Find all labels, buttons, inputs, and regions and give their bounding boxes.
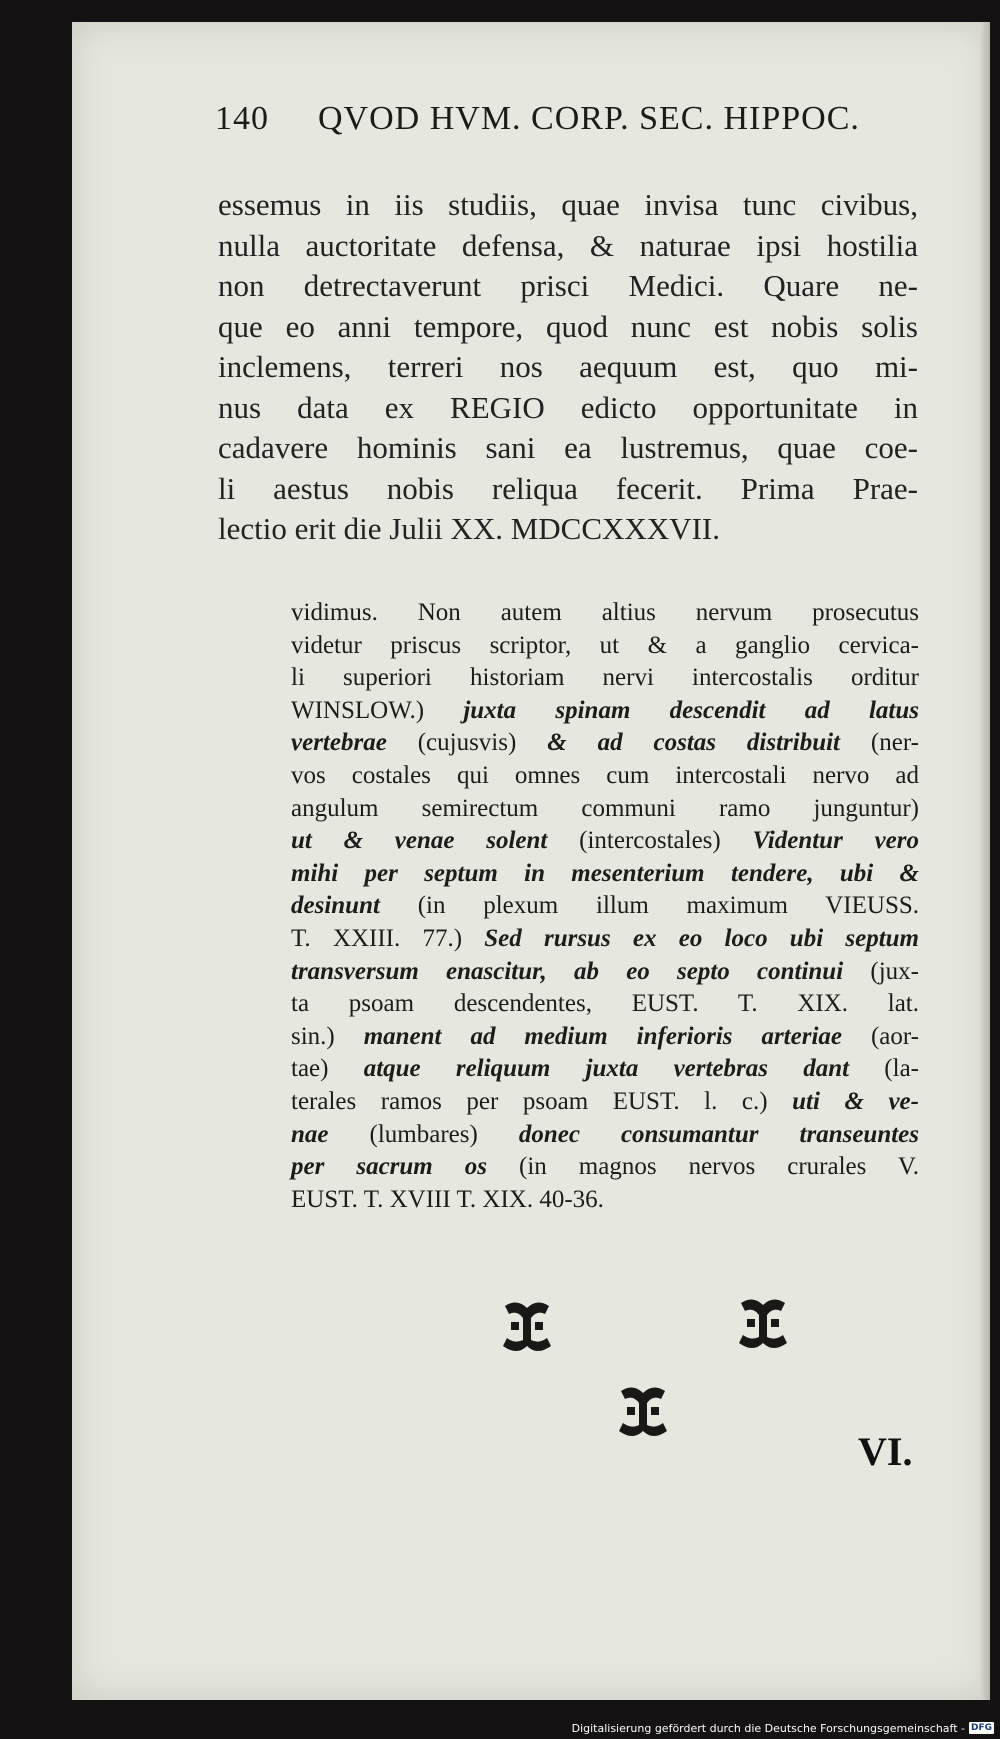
main-text-line: nulla auctoritate defensa, & naturae ipsi hostilia (218, 227, 918, 263)
italic-run: vertebrae (291, 729, 387, 757)
footnote-line (291, 825, 919, 858)
footnote-line (291, 890, 919, 923)
italic-run: Sed rursus ex eo loco ubi septum (484, 924, 920, 952)
italic-run: & ad costas distribuit (547, 729, 840, 757)
footnote-line (291, 1053, 919, 1086)
main-text-line: non detrectaverunt prisci Medici. Quare ne- (218, 268, 918, 303)
footnote-line (291, 727, 919, 760)
italic-run: juxta spinam descendit ad latus (463, 696, 919, 724)
footnote-line (291, 1151, 919, 1184)
main-text-line: li aestus nobis reliqua fecerit. Prima Prae- (218, 470, 918, 506)
dfg-logo: DFG (970, 1723, 992, 1733)
italic-run: mihi per septum in mesenterium tendere, ubi & (291, 859, 919, 887)
italic-run: transversum enascitur, ab eo septo continui (291, 957, 844, 985)
running-head (215, 100, 915, 150)
roman-run: ta psoam descendentes, EUST. T. XIX. lat. (291, 990, 919, 1018)
roman-run: WINSLOW.) (291, 696, 464, 724)
main-text-line: lectio erit die Julii XX. MDCCXXXVII. (218, 511, 720, 546)
footnote-block (291, 597, 919, 1216)
footnote-line (291, 858, 919, 891)
roman-run: angulum semirectum communi ramo junguntur) (291, 794, 919, 822)
roman-run: (ner- (840, 729, 919, 757)
footnote-line (291, 597, 919, 630)
footnote-line (291, 630, 919, 663)
italic-run: uti & ve- (792, 1087, 919, 1115)
italic-run: atque reliquum juxta vertebras dant (363, 1055, 850, 1083)
fleuron-ornament-left (497, 1296, 557, 1356)
main-text-line: que eo anni tempore, quod nunc est nobis solis (218, 308, 918, 344)
credit-text: Digitalisierung gefördert durch die Deutsche Forschungsgemeinschaft - (571, 1721, 965, 1735)
main-text-line: cadavere hominis sani ea lustremus, quae coe- (218, 430, 918, 465)
roman-run: terales ramos per psoam EUST. l. c.) (291, 1087, 793, 1115)
italic-run: nae (291, 1120, 329, 1148)
italic-run: Videntur vero (752, 827, 919, 855)
roman-run: (jux- (843, 957, 919, 985)
footnote-line (291, 956, 919, 989)
catchword: VI. (858, 1429, 913, 1474)
italic-run: donec consumantur transeuntes (518, 1120, 919, 1148)
italic-run: per sacrum os (291, 1153, 487, 1181)
main-text-block (218, 185, 918, 550)
footnote-line (291, 1184, 919, 1217)
roman-run: tae) (291, 1055, 364, 1083)
footnote-line (291, 760, 919, 793)
roman-run: T. XXIII. 77.) (291, 924, 485, 952)
footnote-line (291, 1086, 919, 1119)
footnote-line (291, 1021, 919, 1054)
main-text-line: essemus in iis studiis, quae invisa tunc civibus, (218, 187, 918, 222)
roman-run: vidimus. Non autem altius nervum prosecutus (291, 599, 919, 626)
roman-run: (la- (849, 1055, 919, 1083)
italic-run: manent ad medium inferioris arteriae (363, 1022, 842, 1050)
fleuron-ornament-right (733, 1293, 793, 1353)
main-text-line: nus data ex REGIO edicto opportunitate in (218, 389, 918, 425)
footnote-line (291, 988, 919, 1021)
roman-run: (aor- (842, 1022, 920, 1050)
footnote-line (291, 695, 919, 728)
fleuron-ornament-bottom (613, 1381, 673, 1441)
roman-run: li superiori historiam nervi intercostalis orditur (291, 664, 919, 692)
roman-run: videtur priscus scriptor, ut & a ganglio cervica- (291, 631, 919, 659)
footnote-line (291, 1119, 919, 1152)
italic-run: desinunt (291, 892, 380, 920)
footnote-line (291, 923, 919, 956)
page-edge (980, 22, 990, 1700)
roman-run: (cujusvis) (386, 729, 548, 757)
running-title: QVOD HVM. CORP. SEC. HIPPOC. (318, 100, 860, 137)
roman-run: (intercostales) (547, 827, 753, 855)
roman-run: sin.) (291, 1022, 364, 1050)
italic-run: ut & venae solent (291, 827, 548, 855)
roman-run: EUST. T. XVIII T. XIX. 40-36. (291, 1185, 604, 1213)
digitization-credit (572, 1720, 994, 1736)
page-number: 140 (215, 100, 269, 137)
roman-run: (lumbares) (328, 1120, 519, 1148)
main-text-line: inclemens, terreri nos aequum est, quo mi- (218, 349, 918, 384)
footnote-line (291, 793, 919, 826)
roman-run: (in magnos nervos crurales V. (487, 1153, 920, 1181)
footnote-line (291, 662, 919, 695)
roman-run: (in plexum illum maximum VIEUSS. (379, 892, 919, 920)
roman-run: vos costales qui omnes cum intercostali nervo ad (291, 761, 919, 789)
